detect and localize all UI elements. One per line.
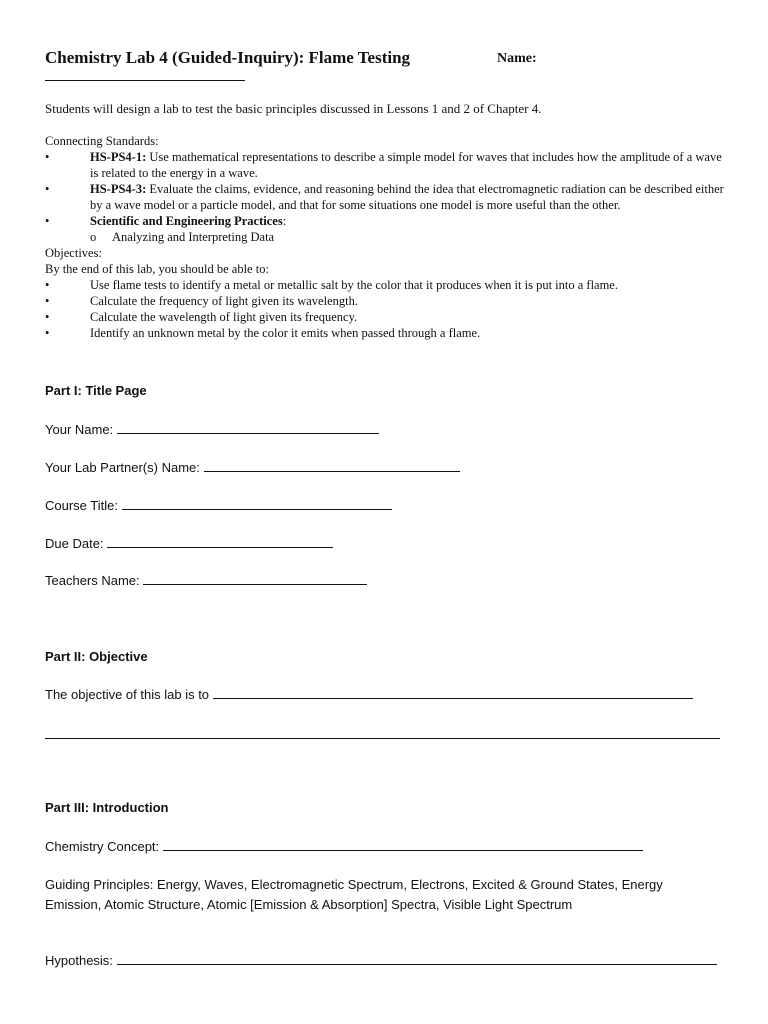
due-date-blank[interactable] [107,535,333,548]
objective-item [45,325,725,341]
part2-heading: Part II: Objective [45,649,148,664]
standard-text: Evaluate the claims, evidence, and reasoning behind the idea that electromagnetic radiation can be described either by a wave model or a particle model, and that for some situations one model is more useful than the other. [90,182,724,212]
teacher-name-blank[interactable] [143,572,367,585]
lab-partner-blank[interactable] [204,459,460,472]
standard-code: HS-PS4-3: [90,182,147,196]
objective-text: Use flame tests to identify a metal or metallic salt by the color that it produces when it is put into a flame. [90,278,618,292]
objective-text: Calculate the frequency of light given its wavelength. [90,294,358,308]
teacher-name-field [45,572,367,588]
your-name-blank[interactable] [117,421,379,434]
bullet: • [45,150,50,164]
standard-code: Scientific and Engineering Practices [90,214,283,228]
standard-item [45,149,725,181]
standard-text: Use mathematical representations to describe a simple model for waves that includes how the amplitude of a wave is related to the energy in a wave. [90,150,722,180]
teacher-name-label: Teachers Name: [45,573,140,588]
part3-heading: Part III: Introduction [45,800,169,815]
title-row [45,48,735,68]
hypothesis-label: Hypothesis: [45,953,113,968]
objective-continuation-line[interactable] [45,727,720,739]
bullet: • [45,214,50,228]
sub-item-text: Analyzing and Interpreting Data [112,230,275,244]
chemistry-concept-blank[interactable] [163,838,643,851]
bullet: • [45,326,50,340]
hypothesis-blank[interactable] [117,952,717,965]
course-title-blank[interactable] [122,497,392,510]
objective-item [45,309,725,325]
course-title-field [45,497,392,513]
standard-item [45,213,725,229]
objective-item [45,277,725,293]
objectives-lead: By the end of this lab, you should be able to: [45,262,269,276]
page-title: Chemistry Lab 4 (Guided-Inquiry): Flame Testing [45,48,411,67]
objective-item [45,293,725,309]
objective-text: Identify an unknown metal by the color it emits when passed through a flame. [90,326,481,340]
bullet: • [45,182,50,196]
bullet: • [45,310,50,324]
guiding-principles: Guiding Principles: Energy, Waves, Electromagnetic Spectrum, Electrons, Excited & Ground States, Energy Emission, Atomic Structure, Atomic [Emission & Absorption] Spectra, Visible Light Spectrum [45,877,663,912]
bullet: • [45,278,50,292]
objective-label: The objective of this lab is to [45,687,210,702]
sub-bullet: o [90,230,97,244]
your-name-field [45,421,379,437]
practice-sub-item [45,229,725,245]
lab-partner-label: Your Lab Partner(s) Name: [45,460,200,475]
objective-text: Calculate the wavelength of light given its frequency. [90,310,358,324]
hypothesis-field [45,952,717,968]
bullet: • [45,294,50,308]
lab-partner-field [45,459,460,475]
part1-heading: Part I: Title Page [45,383,147,398]
standards-and-objectives [45,133,725,341]
name-label: Name: [497,51,537,66]
intro-text: Students will design a lab to test the basic principles discussed in Lessons 1 and 2 of Chapter 4. [45,101,542,116]
standard-item [45,181,725,213]
due-date-label: Due Date: [45,536,104,551]
chemistry-concept-field [45,838,643,854]
standard-code: HS-PS4-1: [90,150,147,164]
chemistry-concept-label: Chemistry Concept: [45,839,160,854]
name-blank-line[interactable] [45,80,245,81]
objectives-heading: Objectives: [45,246,102,260]
your-name-label: Your Name: [45,422,114,437]
objective-blank[interactable] [213,686,693,699]
course-title-label: Course Title: [45,498,118,513]
standard-text: : [282,214,287,228]
due-date-field [45,535,333,551]
objective-field [45,686,693,702]
standards-heading: Connecting Standards: [45,134,159,148]
